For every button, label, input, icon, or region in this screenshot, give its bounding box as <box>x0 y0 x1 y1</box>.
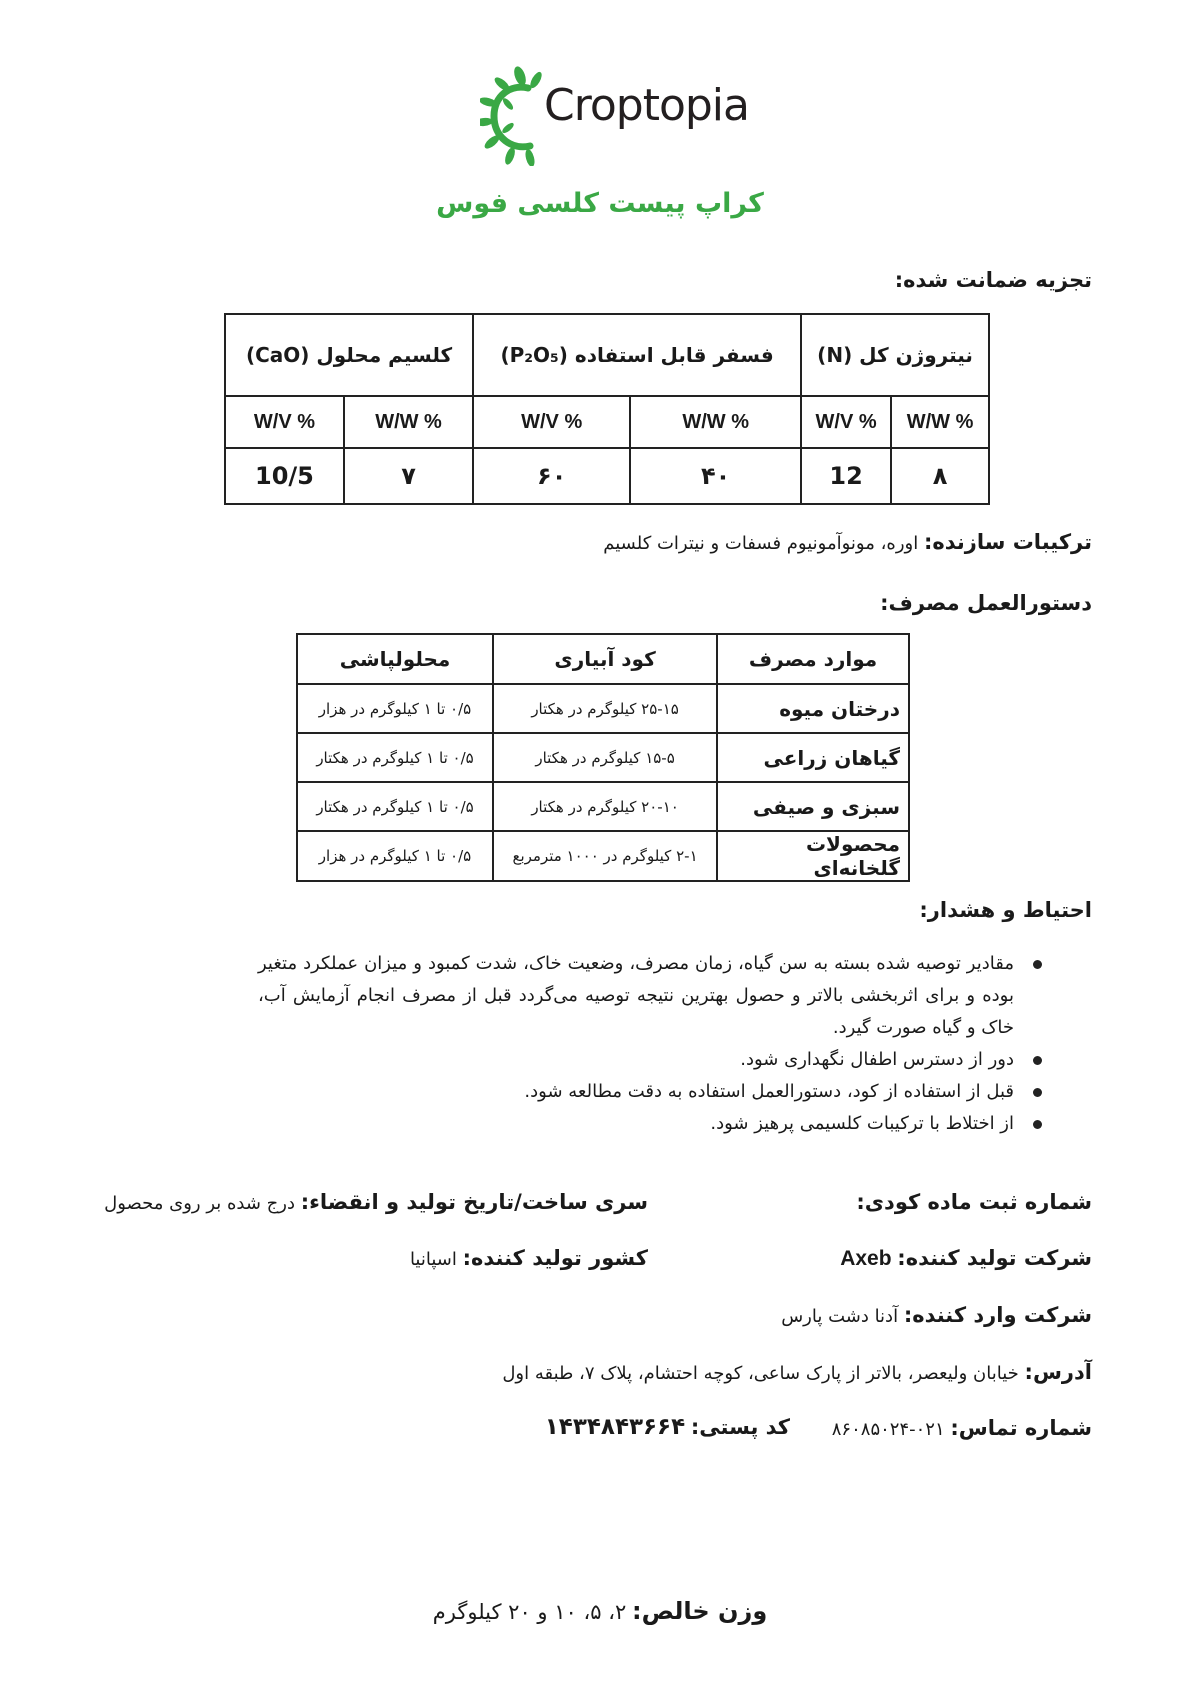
unit-cell: W/W % <box>630 396 801 448</box>
phone-label: شماره تماس: <box>950 1416 1092 1440</box>
value-cell: 12 <box>801 448 891 504</box>
batch-line <box>104 1190 648 1214</box>
croptopia-logo <box>480 66 749 166</box>
value-cell: ۷ <box>344 448 473 504</box>
crop-cell: گیاهان زراعی <box>717 733 909 782</box>
list-item: مقادیر توصیه شده بسته به سن گیاه، زمان مصرف، وضعیت خاک، شدت کمبود و میزان عملکرد متغیر بوده و برای اثربخشی بالاتر و حصول بهترین نتیجه توصیه می‌گردد قبل از مصرف انجام آزمایش آب، خاک و گیاه صورت گیرد. <box>258 948 1048 1044</box>
value-cell: ۸ <box>891 448 989 504</box>
unit-cell: W/V % <box>473 396 630 448</box>
unit-cell: W/V % <box>225 396 344 448</box>
table-row <box>297 684 909 733</box>
address-label: آدرس: <box>1024 1360 1092 1384</box>
net-weight-line <box>0 1597 1200 1625</box>
registration-line <box>856 1190 1092 1214</box>
net-weight-label: وزن خالص: <box>632 1597 768 1625</box>
table-row <box>297 733 909 782</box>
address-line <box>502 1360 1092 1384</box>
postal-label: کد پستی: <box>690 1415 790 1439</box>
unit-cell: W/V % <box>801 396 891 448</box>
unit-cell: W/W % <box>344 396 473 448</box>
manufacturer-value: Axeb <box>840 1247 892 1270</box>
warnings-heading: احتیاط و هشدار: <box>919 898 1092 922</box>
crop-cell: سبزی و صیفی <box>717 782 909 831</box>
fertigation-cell: ۱۵-۵ کیلوگرم در هکتار <box>493 733 717 782</box>
ingredients-value: اوره، مونوآمونیوم فسفات و نیترات کلسیم <box>603 533 919 554</box>
postal-line <box>545 1414 790 1440</box>
foliar-cell: ۰/۵ تا ۱ کیلوگرم در هزار <box>297 684 493 733</box>
nitrogen-header: نیتروژن کل (N) <box>801 314 989 396</box>
calcium-header: کلسیم محلول (CaO) <box>225 314 473 396</box>
importer-line <box>781 1303 1092 1327</box>
ingredients-label: ترکیبات سازنده: <box>923 530 1092 554</box>
country-value: اسپانیا <box>409 1249 457 1270</box>
usage-header-foliar: محلولپاشی <box>297 634 493 684</box>
unit-cell: W/W % <box>891 396 989 448</box>
importer-label: شرکت وارد کننده: <box>903 1303 1092 1327</box>
batch-value: درج شده بر روی محصول <box>104 1193 295 1214</box>
value-cell: ۶۰ <box>473 448 630 504</box>
importer-value: آدنا دشت پارس <box>781 1306 899 1327</box>
product-title: کراپ پیست کلسی فوس <box>436 188 764 219</box>
analysis-heading: تجزیه ضمانت شده: <box>894 268 1092 292</box>
ingredients-line <box>603 530 1092 554</box>
usage-table <box>296 633 910 882</box>
list-item: دور از دسترس اطفال نگهداری شود. <box>258 1044 1048 1076</box>
table-row <box>297 831 909 881</box>
foliar-cell: ۰/۵ تا ۱ کیلوگرم در هزار <box>297 831 493 881</box>
value-cell: ۴۰ <box>630 448 801 504</box>
usage-header-crop: موارد مصرف <box>717 634 909 684</box>
country-line <box>410 1246 648 1270</box>
warnings-list <box>258 948 1048 1140</box>
fertigation-cell: ۲۵-۱۵ کیلوگرم در هکتار <box>493 684 717 733</box>
manufacturer-line <box>840 1246 1092 1271</box>
usage-header-fertigation: کود آبیاری <box>493 634 717 684</box>
manufacturer-label: شرکت تولید کننده: <box>897 1246 1092 1270</box>
fertigation-cell: ۲۰-۱۰ کیلوگرم در هکتار <box>493 782 717 831</box>
net-weight-value: ۲، ۵، ۱۰ و ۲۰ کیلوگرم <box>432 1600 627 1624</box>
batch-label: سری ساخت/تاریخ تولید و انقضاء: <box>300 1190 648 1214</box>
logo-wordmark: Croptopia <box>544 80 749 131</box>
foliar-cell: ۰/۵ تا ۱ کیلوگرم در هکتار <box>297 782 493 831</box>
registration-label: شماره ثبت ماده کودی: <box>856 1190 1092 1214</box>
postal-value: ۱۴۳۴۸۴۳۶۶۴ <box>544 1414 686 1440</box>
address-value: خیابان ولیعصر، بالاتر از پارک ساعی، کوچه احتشام، پلاک ۷، طبقه اول <box>502 1363 1019 1384</box>
fertigation-cell: ۲-۱ کیلوگرم در ۱۰۰۰ مترمربع <box>493 831 717 881</box>
usage-heading: دستورالعمل مصرف: <box>880 591 1092 615</box>
list-item: قبل از استفاده از کود، دستورالعمل استفاده به دقت مطالعه شود. <box>258 1076 1048 1108</box>
foliar-cell: ۰/۵ تا ۱ کیلوگرم در هکتار <box>297 733 493 782</box>
list-item: از اختلاط با ترکیبات کلسیمی پرهیز شود. <box>258 1108 1048 1140</box>
crop-cell: درختان میوه <box>717 684 909 733</box>
phone-line <box>832 1416 1092 1440</box>
crop-cell: محصولات گلخانه‌ای <box>717 831 909 881</box>
guaranteed-analysis-table <box>224 313 990 505</box>
table-row <box>297 782 909 831</box>
country-label: کشور تولید کننده: <box>462 1246 648 1270</box>
value-cell: 10/5 <box>225 448 344 504</box>
phone-value: ۰۲۱-۸۶۰۸۵۰۲۴ <box>831 1419 945 1440</box>
phosphorus-header: فسفر قابل استفاده (P₂O₅) <box>473 314 801 396</box>
